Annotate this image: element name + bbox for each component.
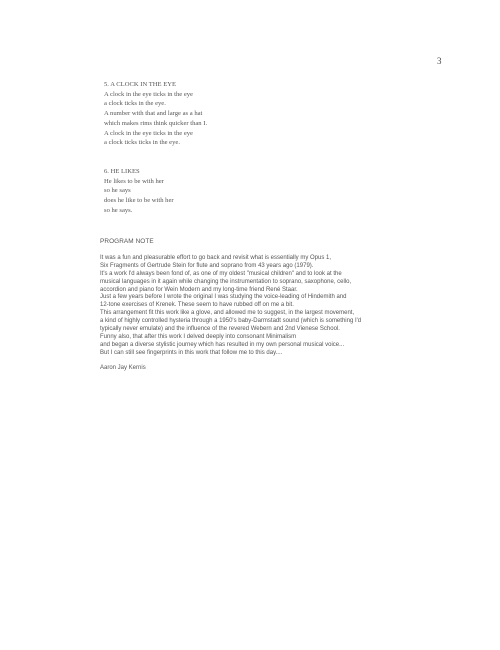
poem-line: A clock in the eye ticks in the eye xyxy=(104,129,193,137)
program-note xyxy=(100,238,420,373)
program-note-line: But I can still see fingerprints in this work that follow me to this day.... xyxy=(100,349,283,356)
poem-he-likes xyxy=(104,167,174,216)
poem-line: so he says xyxy=(104,187,131,195)
page-number: 3 xyxy=(437,56,442,66)
program-note-line: accordion and piano for Wein Modern and my long-time friend René Staar. xyxy=(100,286,298,293)
poem-line: A number with that and large as a hat xyxy=(104,110,203,118)
program-note-line: typically never emulate) and the influence of the revered Webern and 2nd Vienese School. xyxy=(100,326,340,333)
poem-title: 6. HE LIKES xyxy=(104,168,140,175)
program-note-line: This arrangement fit this work like a glove, and allowed me to suggest, in the largest movement, xyxy=(100,310,355,317)
program-note-line: Just a few years before I wrote the original I was studying the voice-leading of Hindemith and xyxy=(100,294,347,301)
poem-line: does he like to be with her xyxy=(104,197,174,205)
program-note-line: and began a diverse stylistic journey which has resulted in my own personal musical voice... xyxy=(100,341,345,348)
poem-line: a clock ticks in the eye. xyxy=(104,100,166,108)
program-note-line: musical languages in it again while changing the instrumentation to soprano, saxophone, cello, xyxy=(100,278,352,285)
poem-clock-in-the-eye xyxy=(104,80,207,148)
program-note-line: Six Fragments of Gertrude Stein for flute and soprano from 43 years ago (1979). xyxy=(100,262,314,269)
program-note-signature: Aaron Jay Kernis xyxy=(100,364,146,371)
program-note-line: It's a work I'd always been fond of, as one of my oldest "musical children" and to look at the xyxy=(100,270,342,277)
poem-line: a clock ticks ticks in the eye. xyxy=(104,139,180,147)
poem-title: 5. A CLOCK IN THE EYE xyxy=(104,81,177,88)
poem-line: A clock in the eye ticks in the eye xyxy=(104,90,193,98)
poem-line: so he says. xyxy=(104,206,133,214)
poem-line: which makes rims think quicker than I. xyxy=(104,119,208,127)
program-note-line: 12-tone exercises of Krenek. These seem to have rubbed off on me a bit. xyxy=(100,302,294,309)
program-note-line: Funny also, that after this work I delved deeply into consonant Minimalism xyxy=(100,333,297,340)
program-note-line: a kind of highly controlled hysteria through a 1950's baby-Darmstadt sound (which is something I'd xyxy=(100,318,362,325)
poem-line: He likes to be with her xyxy=(104,177,164,185)
program-note-line: It was a fun and pleasurable effort to go back and revisit what is essentially my Opus 1, xyxy=(100,254,332,261)
program-note-heading: PROGRAM NOTE xyxy=(100,238,154,245)
